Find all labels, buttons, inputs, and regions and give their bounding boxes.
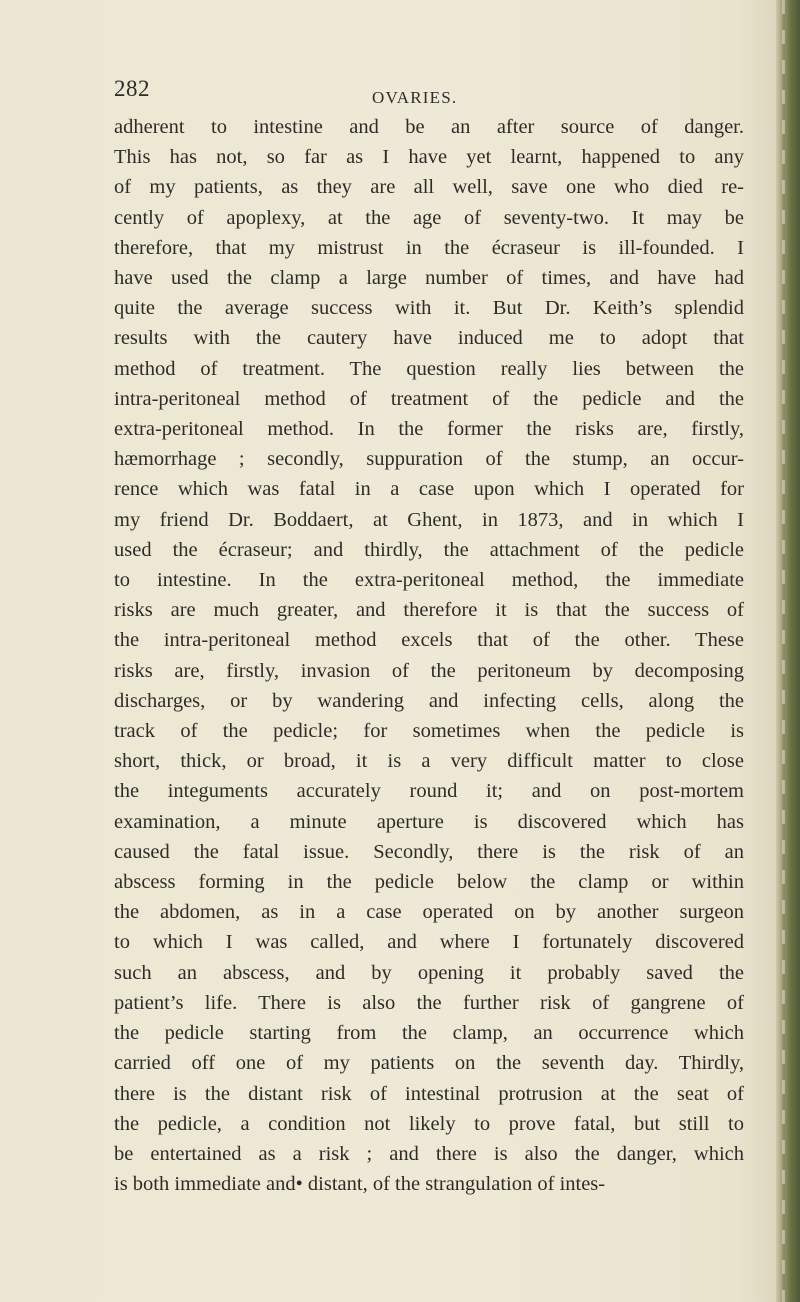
text-line: have used the clamp a large number of times, and have had (114, 267, 744, 290)
text-line: quite the average success with it. But Dr. Keith’s splendid (114, 297, 744, 320)
text-line: the pedicle, a condition not likely to prove fatal, but still to (114, 1112, 744, 1135)
text-line: This has not, so far as I have yet learnt, happened to any (114, 146, 744, 169)
body-text (114, 112, 744, 1199)
text-line: the pedicle starting from the clamp, an occurrence which (114, 1022, 744, 1045)
text-line: discharges, or by wandering and infecting cells, along the (114, 689, 744, 712)
text-line: intra-peritoneal method of treatment of the pedicle and the (114, 387, 744, 410)
text-line: to which I was called, and where I fortunately discovered (114, 931, 744, 954)
page-header (114, 76, 744, 112)
text-line: risks are, firstly, invasion of the peritoneum by decomposing (114, 659, 744, 682)
text-line: hæmorrhage ; secondly, suppuration of the stump, an occur- (114, 448, 744, 471)
page-binding-edge (776, 0, 800, 1302)
text-line: examination, a minute aperture is discovered which has (114, 810, 744, 833)
text-line: method of treatment. The question really lies between the (114, 357, 744, 380)
text-line: of my patients, as they are all well, save one who died re- (114, 176, 744, 199)
text-line: track of the pedicle; for sometimes when the pedicle is (114, 720, 744, 743)
text-line: to intestine. In the extra-peritoneal method, the immediate (114, 569, 744, 592)
text-line: such an abscess, and by opening it probably saved the (114, 961, 744, 984)
text-line: results with the cautery have induced me to adopt that (114, 327, 744, 350)
text-line: the abdomen, as in a case operated on by another surgeon (114, 901, 744, 924)
running-head: OVARIES. (372, 88, 458, 107)
text-line: there is the distant risk of intestinal protrusion at the seat of (114, 1082, 744, 1105)
text-line: the integuments accurately round it; and on post-mortem (114, 780, 744, 803)
text-line: patient’s life. There is also the further risk of gangrene of (114, 991, 744, 1014)
text-line: adherent to intestine and be an after source of danger. (114, 116, 744, 138)
text-line: the intra-peritoneal method excels that of the other. These (114, 629, 744, 652)
text-line: extra-peritoneal method. In the former the risks are, firstly, (114, 418, 744, 441)
text-line: short, thick, or broad, it is a very difficult matter to close (114, 750, 744, 773)
page-number: 282 (114, 76, 150, 101)
text-line: therefore, that my mistrust in the écraseur is ill-founded. I (114, 236, 744, 259)
text-line: abscess forming in the pedicle below the clamp or within (114, 871, 744, 894)
text-line: used the écraseur; and thirdly, the attachment of the pedicle (114, 538, 744, 561)
text-line: caused the fatal issue. Secondly, there is the risk of an (114, 840, 744, 863)
text-line: cently of apoplexy, at the age of seventy-two. It may be (114, 206, 744, 229)
text-line: rence which was fatal in a case upon which I operated for (114, 478, 744, 501)
text-line: my friend Dr. Boddaert, at Ghent, in 1873, and in which I (114, 508, 744, 531)
text-line: carried off one of my patients on the seventh day. Thirdly, (114, 1052, 744, 1075)
text-line: risks are much greater, and therefore it is that the success of (114, 599, 744, 622)
text-line: is both immediate and• distant, of the strangulation of intes- (114, 1173, 606, 1196)
text-line: be entertained as a risk ; and there is also the danger, which (114, 1142, 744, 1165)
